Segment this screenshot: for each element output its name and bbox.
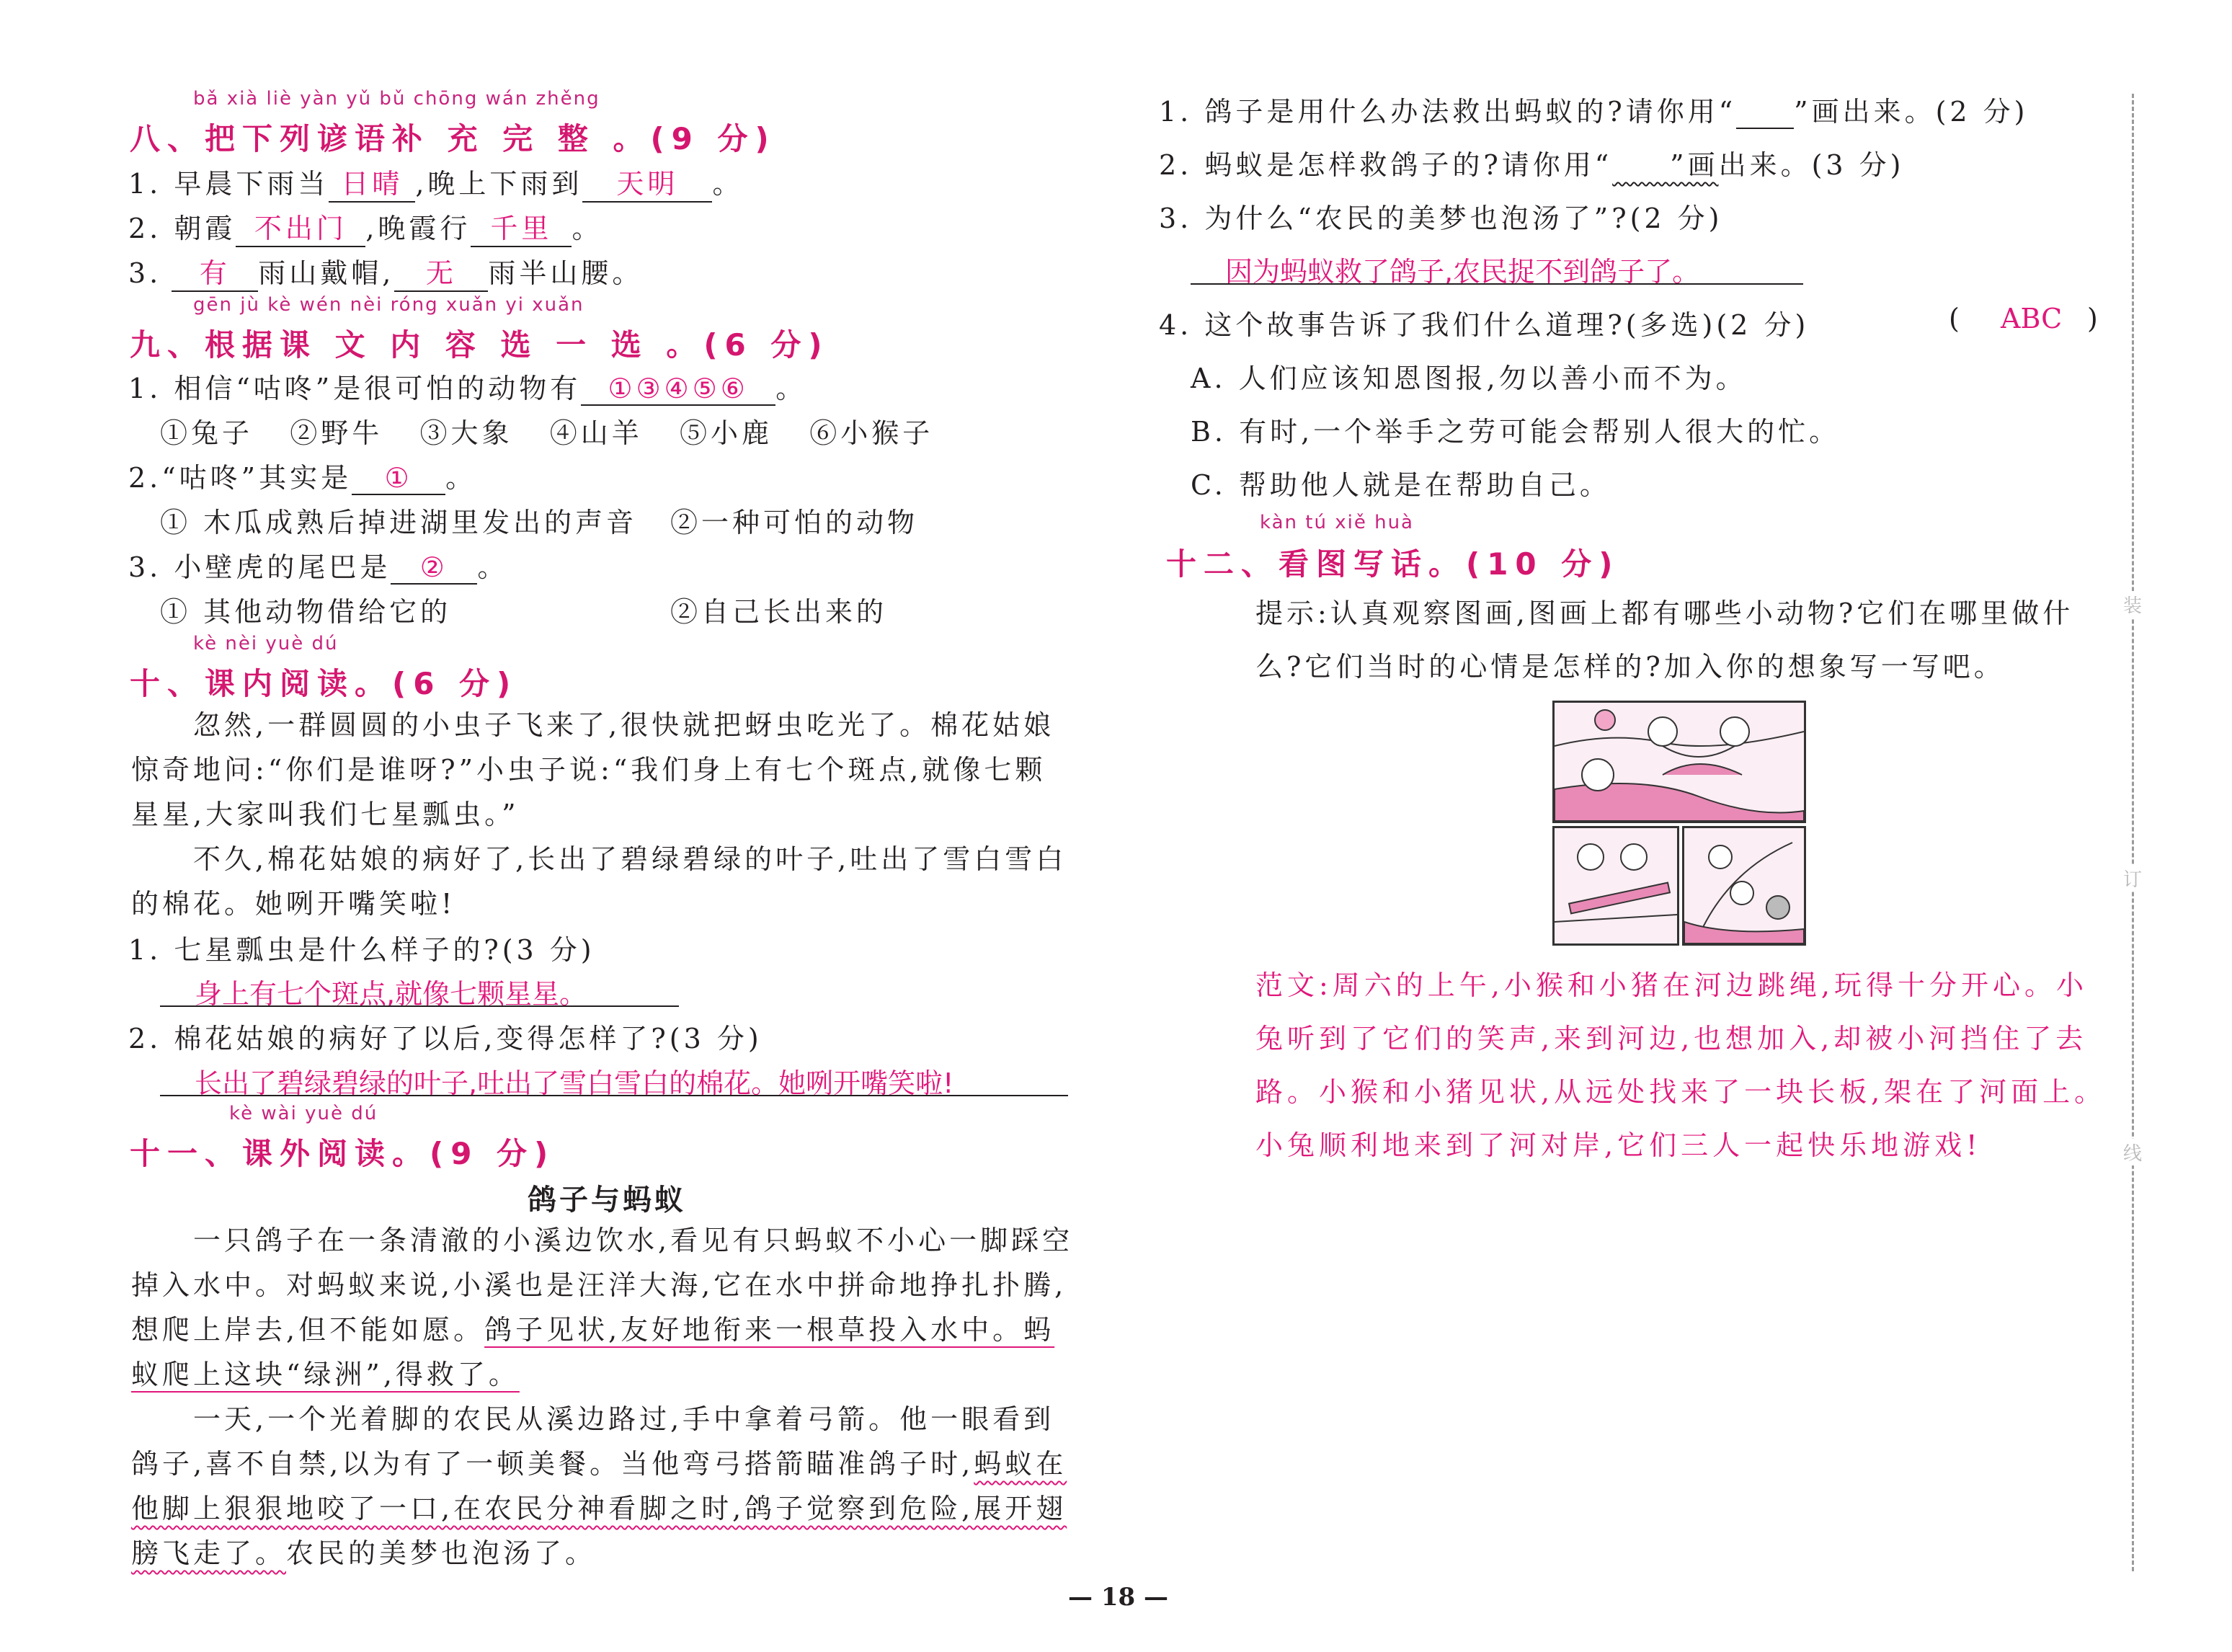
comic-scene-jumprope [1555, 703, 1804, 821]
answer-line [160, 1005, 679, 1007]
comic-panel-bottom-right [1682, 826, 1806, 946]
r-q4-paren-left: ( [1949, 303, 1963, 334]
model-essay: 范文:周六的上午,小猴和小猪在河边跳绳,玩得十分开心。小兔听到了它们的笑声,来到河边,也想加入,却被小河挡住了去路。小猴和小猪见状,从远处找来了一块长板,架在了河面上。小兔顺利地来到了河对岸,它们三人一起快乐地游戏! [1255, 969, 2107, 1161]
straight-line-marker [1736, 96, 1794, 129]
comic-scene-crossing-river [1684, 828, 1804, 943]
s11-passage-paragraph-2: 一天,一个光着脚的农民从溪边路过,手中拿着弓箭。他一眼看到鸽子,喜不自禁,以为有了一顿美餐。当他弯弓搭箭瞄准鸽子时,蚂蚁在他脚上狠狠地咬了一口,在农民分神看脚之时,鸽子觉察到危险,展开翅膀飞走了。农民的美梦也泡汤了。 [131, 1403, 1067, 1569]
s9-question-1: 1. 相信“咕咚”是很可怕的动物有 ①③④⑤⑥ 。 [128, 373, 807, 404]
answer-blank: 千里 [471, 206, 572, 247]
r-q4-option-a: A. 人们应该知恩图报,勿以善小而不为。 [1191, 363, 1747, 394]
answer-blank: 日晴 [329, 161, 415, 203]
s10-q1-answer: 身上有七个斑点,就像七颗星星。 [195, 978, 587, 1010]
section9-heading: 九、根据课 文 内 容 选 一 选 。(6 分) [130, 327, 830, 363]
s8-question-2: 2. 朝霞 不出门 ,晚霞行 千里 。 [128, 206, 603, 247]
straight-underlined-text: 鸽子见状,友好地衔来一根草投入水中。蚂蚁爬上这块“绿洲”,得救了。 [131, 1314, 1055, 1390]
r-question-2: 2. 蚂蚁是怎样救鸽子的?请你用“ ”画出来。(3 分) [1159, 149, 1905, 181]
comic-panel-top [1552, 701, 1806, 823]
r-question-4: 4. 这个故事告诉了我们什么道理?(多选)(2 分) [1159, 309, 1810, 341]
section8-pinyin: bǎ xià liè yàn yǔ bǔ chōng wán zhěng [193, 88, 600, 110]
section12-heading: 十二、看图写话。(10 分) [1166, 546, 1620, 582]
page-number: — 18 — [1068, 1583, 1168, 1612]
s10-passage-paragraph-1: 忽然,一群圆圆的小虫子飞来了,很快就把蚜虫吃光了。棉花姑娘惊奇地问:“你们是谁呀?”小虫子说:“我们身上有七个斑点,就像七颗星星,大家叫我们七星瓢虫。” [131, 709, 1055, 830]
s9-question-2: 2.“咕咚”其实是 ① 。 [128, 462, 477, 494]
s10-passage-paragraph-2: 不久,棉花姑娘的病好了,长出了碧绿碧绿的叶子,吐出了雪白雪白的棉花。她咧开嘴笑啦! [131, 843, 1067, 920]
s11-passage-paragraph-1: 一只鸽子在一条清澈的小溪边饮水,看见有只蚂蚁不小心一脚踩空掉入水中。对蚂蚁来说,小溪也是汪洋大海,它在水中拼命地挣扎扑腾,想爬上岸去,但不能如愿。鸽子见状,友好地衔来一根草投入水中。蚂蚁爬上这块“绿洲”,得救了。 [131, 1225, 1074, 1390]
section12-pinyin: kàn tú xiě huà [1260, 512, 1414, 533]
s10-question-1: 1. 七星瓢虫是什么样子的?(3 分) [128, 934, 595, 966]
answer-blank: 有 [172, 251, 258, 292]
answer-blank: ①③④⑤⑥ [581, 373, 775, 406]
section10-pinyin: kè nèi yuè dú [193, 633, 339, 654]
s9-q2-option-1: ① 木瓜成熟后掉进湖里发出的声音 [160, 507, 638, 538]
section10-heading: 十、课内阅读。(6 分) [130, 666, 518, 701]
s9-question-3: 3. 小壁虎的尾巴是 ② 。 [128, 551, 509, 583]
s10-question-2: 2. 棉花姑娘的病好了以后,变得怎样了?(3 分) [128, 1023, 762, 1054]
binding-mark: 装 [2123, 591, 2142, 618]
s9-q3-option-1: ① 其他动物借给它的 [160, 596, 452, 628]
section11-pinyin: kè wài yuè dú [229, 1103, 378, 1124]
wavy-underlined-text: 蚂蚁在他脚上狠狠地咬了一口,在农民分神看脚之时,鸽子觉察到危险,展开翅膀飞走了。 [131, 1448, 1067, 1569]
s10-q2-answer: 长出了碧绿碧绿的叶子,吐出了雪白雪白的棉花。她咧开嘴笑啦! [195, 1067, 954, 1099]
answer-blank: ② [391, 551, 477, 585]
r-q4-answer: ABC [2001, 303, 2063, 334]
r-q4-option-c: C. 帮助他人就是在帮助自己。 [1191, 469, 1611, 501]
binding-mark: 订 [2123, 865, 2142, 892]
section9-pinyin: gēn jù kè wén nèi róng xuǎn yi xuǎn [193, 294, 584, 316]
wavy-line-marker [1612, 149, 1670, 181]
answer-blank: 天明 [582, 161, 712, 203]
s8-question-1: 1. 早晨下雨当 日晴 ,晚上下雨到 天明 。 [128, 161, 743, 203]
r-q4-paren-right: ) [2087, 303, 2102, 334]
s9-q1-options: ①兔子 ②野牛 ③大象 ④山羊 ⑤小鹿 ⑥小猴子 [160, 417, 934, 449]
section8-heading: 八、把下列谚语补 充 完 整 。(9 分) [130, 121, 776, 156]
binding-dashed-line [2132, 94, 2134, 1571]
r-question-1: 1. 鸽子是用什么办法救出蚂蚁的?请你用“ ”画出来。(2 分) [1159, 96, 2029, 128]
story-title: 鸽子与蚂蚁 [528, 1184, 686, 1217]
comic-panel-bottom-left [1552, 826, 1679, 946]
s8-question-3: 3. 有 雨山戴帽, 无 雨半山腰。 [128, 251, 643, 292]
answer-line [1191, 283, 1803, 285]
answer-blank: ① [352, 462, 445, 495]
writing-hint: 提示:认真观察图画,图画上都有哪些小动物?它们在哪里做什么?它们当时的心情是怎样的?加入你的想象写一写吧。 [1255, 598, 2074, 683]
r-q3-answer: 因为蚂蚁救了鸽子,农民捉不到鸽子了。 [1225, 256, 1700, 288]
answer-line [160, 1095, 1068, 1096]
s9-q3-option-2: ②自己长出来的 [670, 596, 888, 628]
binding-mark: 线 [2123, 1139, 2142, 1165]
answer-blank: 不出门 [236, 206, 365, 247]
r-q4-option-b: B. 有时,一个举手之劳可能会帮别人很大的忙。 [1191, 416, 1841, 448]
r-question-3: 3. 为什么“农民的美梦也泡汤了”?(2 分) [1159, 203, 1723, 234]
section11-heading: 十一、课外阅读。(9 分) [130, 1136, 556, 1171]
comic-scene-carrying-plank [1555, 828, 1677, 943]
s9-q2-option-2: ②一种可怕的动物 [670, 507, 919, 538]
answer-blank: 无 [394, 251, 488, 292]
